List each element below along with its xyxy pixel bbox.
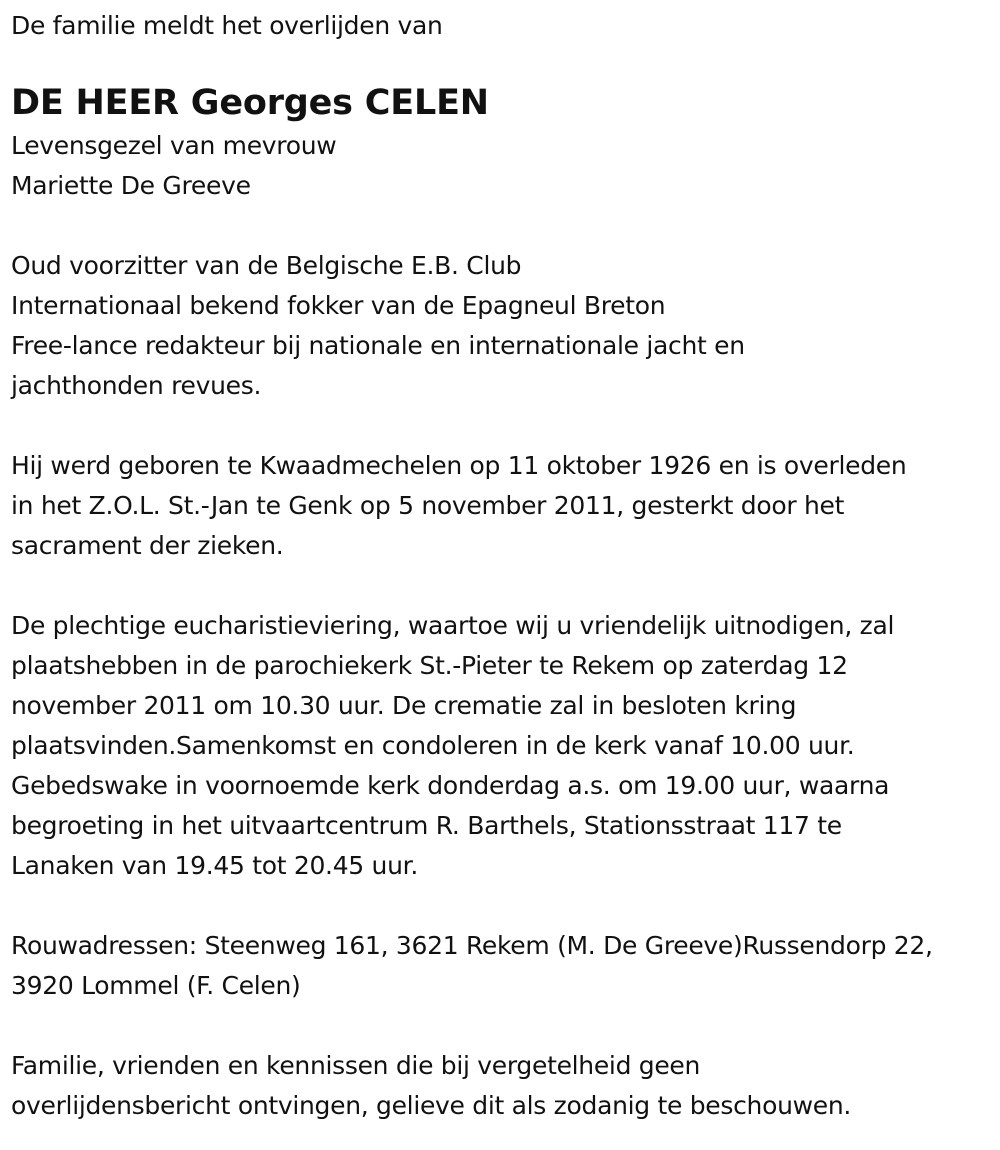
ceremony-line: plaatshebben in de parochiekerk St.-Pieter te Rekem op zaterdag 12: [11, 651, 848, 680]
titles-line: Oud voorzitter van de Belgische E.B. Club: [11, 251, 522, 280]
ceremony-line: Gebedswake in voornoemde kerk donderdag a.s. om 19.00 uur, waarna: [11, 771, 890, 800]
address-line: Rouwadressen: Steenweg 161, 3621 Rekem (M. De Greeve)Russendorp 22,: [11, 931, 933, 960]
death-notice: [11, 0, 991, 1126]
partner-line: Levensgezel van mevrouw: [11, 131, 337, 160]
closing-paragraph: [11, 1046, 991, 1126]
ceremony-line: november 2011 om 10.30 uur. De crematie zal in besloten kring: [11, 691, 797, 720]
closing-line: Familie, vrienden en kennissen die bij vergetelheid geen: [11, 1051, 701, 1080]
partner-name: Mariette De Greeve: [11, 171, 251, 200]
birth-death-paragraph: [11, 446, 991, 566]
titles-line: Free-lance redakteur bij nationale en internationale jacht en: [11, 331, 745, 360]
intro-text: De familie meldt het overlijden van: [11, 11, 443, 40]
partner-block: [11, 126, 991, 206]
birth-death-line: sacrament der zieken.: [11, 531, 284, 560]
ceremony-line: Lanaken van 19.45 tot 20.45 uur.: [11, 851, 418, 880]
ceremony-line: De plechtige eucharistieviering, waartoe wij u vriendelijk uitnodigen, zal: [11, 611, 895, 640]
ceremony-paragraph: [11, 606, 991, 886]
birth-death-line: Hij werd geboren te Kwaadmechelen op 11 oktober 1926 en is overleden: [11, 451, 907, 480]
address-line: 3920 Lommel (F. Celen): [11, 971, 301, 1000]
titles-paragraph: [11, 246, 991, 406]
addresses-paragraph: [11, 926, 991, 1006]
ceremony-line: begroeting in het uitvaartcentrum R. Barthels, Stationsstraat 117 te: [11, 811, 842, 840]
titles-line: Internationaal bekend fokker van de Epagneul Breton: [11, 291, 666, 320]
deceased-name: DE HEER Georges CELEN: [11, 83, 489, 123]
birth-death-line: in het Z.O.L. St.-Jan te Genk op 5 november 2011, gesterkt door het: [11, 491, 845, 520]
closing-line: overlijdensbericht ontvingen, gelieve dit als zodanig te beschouwen.: [11, 1091, 852, 1120]
titles-line: jachthonden revues.: [11, 371, 262, 400]
ceremony-line: plaatsvinden.Samenkomst en condoleren in de kerk vanaf 10.00 uur.: [11, 731, 855, 760]
